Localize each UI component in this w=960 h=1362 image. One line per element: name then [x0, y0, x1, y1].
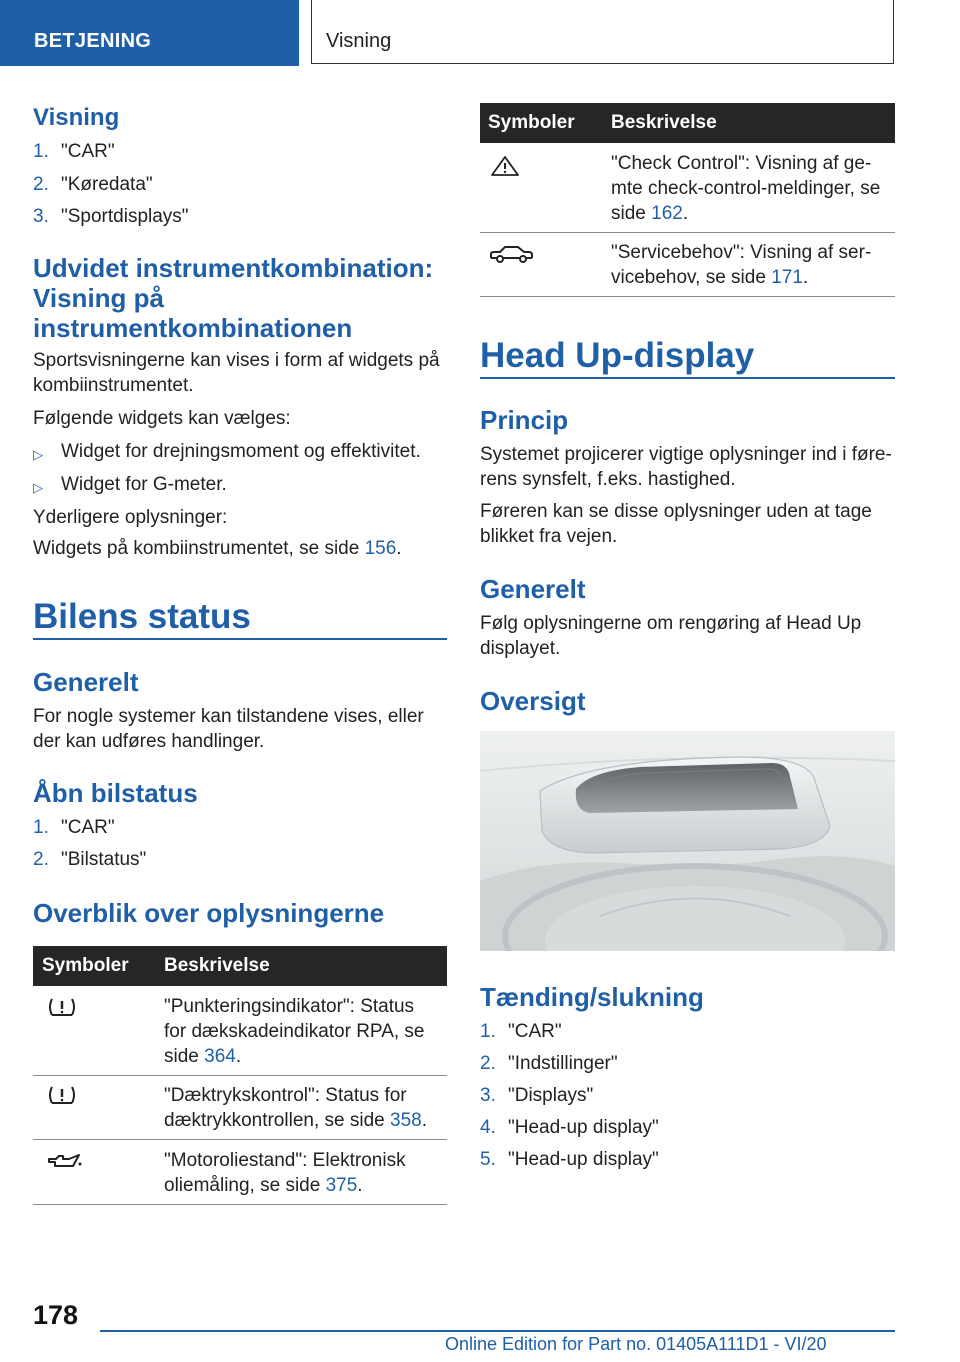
generelt-paragraph: Følg oplysningerne om rengøring af Head Up displayet.: [480, 613, 862, 659]
more-info-label: Yderligere oplysninger:: [33, 507, 228, 528]
princip-heading: Princip: [480, 405, 569, 435]
list-item: 2. "Køredata": [33, 174, 153, 195]
oil-can-icon: [47, 1150, 83, 1172]
page-number: 178: [33, 1300, 79, 1330]
page-link[interactable]: 364: [204, 1046, 236, 1067]
symbols-table: [480, 103, 895, 298]
head-up-display-photo: [480, 731, 895, 951]
page-link[interactable]: 162: [651, 203, 683, 224]
footer-rule: [100, 1330, 895, 1332]
list-item: 1. "CAR": [480, 1021, 562, 1042]
list-item: ▷ Widget for drejningsmoment og effektivitet.: [33, 439, 447, 464]
taending-heading: Tænding/slukning: [480, 982, 704, 1012]
triangle-bullet-icon: ▷: [33, 447, 43, 462]
table-header: Symboler Beskrivelse: [480, 103, 895, 143]
heading-rule: [480, 377, 895, 379]
triangle-bullet-icon: ▷: [33, 480, 43, 495]
chapter-title: Visning: [326, 30, 392, 52]
tire-pressure-warning-icon: [47, 996, 77, 1018]
table-row: "Dæktrykskontrol": Status for dæktrykkontrollen, se side 358.: [164, 1085, 427, 1131]
car-service-icon: [488, 243, 534, 265]
page-link[interactable]: 358: [390, 1110, 422, 1131]
princip-paragraph-2: Føreren kan se disse oplysninger uden at tage blikket fra vejen.: [480, 501, 872, 547]
row-divider: [33, 1075, 447, 1076]
ext-paragraph: Sportsvisningerne kan vises i form af widgets på kombiinstrumentet.: [33, 350, 440, 396]
row-divider: [480, 232, 895, 233]
table-row: "Motoroliestand": Elektronisk oliemåling, se side 375.: [164, 1150, 406, 1196]
table-row: "Check Control": Visning af ge- mte check-control-meldinger, se side 162.: [611, 153, 881, 224]
generelt-heading: Generelt: [33, 667, 139, 697]
symbols-table: [33, 946, 447, 1206]
page-link[interactable]: 156: [364, 538, 397, 559]
tire-pressure-warning-icon: [47, 1084, 77, 1106]
generelt-heading: Generelt: [480, 574, 586, 604]
oversigt-heading: Oversigt: [480, 686, 586, 716]
princip-paragraph: Systemet projicerer vigtige oplysninger ind i føre- rens synsfelt, f.eks. hastighed.: [480, 444, 892, 490]
chapter-tab: [311, 0, 894, 64]
overblik-heading: Overblik over oplysningerne: [33, 898, 385, 928]
more-info-text: Widgets på kombiinstrumentet, se side 156.: [33, 538, 402, 559]
list-item: 4. "Head-up display": [480, 1117, 659, 1138]
ext-heading: Udvidet instrumentkombination: Visning på instrumentkombinationen: [33, 253, 434, 343]
row-divider: [33, 1204, 447, 1205]
list-item: 1. "CAR": [33, 817, 115, 838]
list-item: 3. "Sportdisplays": [33, 206, 189, 227]
bilens-status-heading: Bilens status: [33, 597, 251, 636]
page-link[interactable]: 171: [771, 267, 803, 288]
list-item: ▷ Widget for G-meter.: [33, 472, 447, 497]
table-row: "Servicebehov": Visning af ser- vicebehov, se side 171.: [611, 242, 872, 288]
heading-rule: [33, 638, 447, 640]
section-title: BETJENING: [34, 30, 152, 52]
row-divider: [33, 1139, 447, 1140]
widgets-intro: Følgende widgets kan vælges:: [33, 408, 291, 429]
row-divider: [480, 296, 895, 297]
list-item: 2. "Bilstatus": [33, 849, 147, 870]
table-row: "Punkteringsindikator": Status for dækskadeindikator RPA, se side 364.: [164, 996, 425, 1067]
list-item: 2. "Indstillinger": [480, 1053, 618, 1074]
aabn-bilstatus-heading: Åbn bilstatus: [33, 778, 198, 808]
visning-heading: Visning: [33, 104, 120, 131]
section-tab: [0, 0, 299, 66]
generelt-paragraph: For nogle systemer kan tilstandene vises, eller der kan udføres handlinger.: [33, 706, 424, 752]
edition-text: Online Edition for Part no. 01405A111D1 - VI/20: [445, 1334, 827, 1354]
table-header: Symboler Beskrivelse: [33, 946, 447, 986]
warning-triangle-icon: [490, 155, 520, 177]
dashboard-illustration: [480, 731, 895, 951]
page-link[interactable]: 375: [325, 1175, 358, 1196]
list-item: 1. "CAR": [33, 141, 115, 162]
list-item: 5. "Head-up display": [480, 1149, 659, 1170]
list-item: 3. "Displays": [480, 1085, 594, 1106]
head-up-display-heading: Head Up-display: [480, 336, 755, 375]
